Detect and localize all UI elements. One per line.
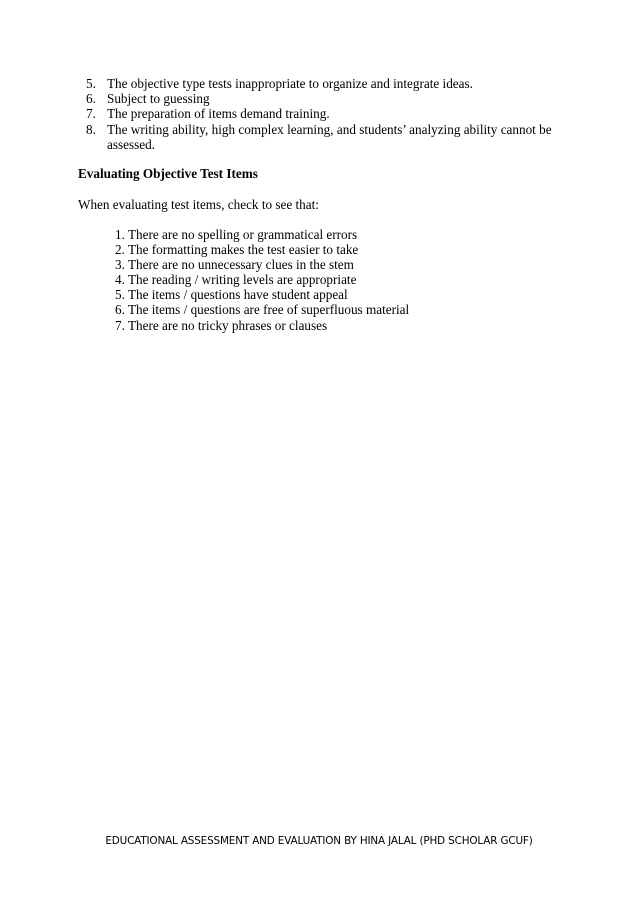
list-item-number: 6. [86,91,96,107]
section-intro: When evaluating test items, check to see that: [78,197,319,212]
checklist-item: 5. The items / questions have student appeal [115,287,348,303]
list-item-number: 7. [86,106,96,122]
checklist-item: 3. There are no unnecessary clues in the stem [115,257,354,273]
checklist-item: 6. The items / questions are free of superfluous material [115,302,410,318]
checklist-item: 1. There are no spelling or grammatical errors [115,227,358,242]
list-item-text: Subject to guessing [107,91,210,107]
list-item [78,91,568,106]
list-item [78,106,568,121]
page-footer: EDUCATIONAL ASSESSMENT AND EVALUATION BY HINA JALAL (PHD SCHOLAR GCUF) [105,835,533,847]
checklist-item: 2. The formatting makes the test easier to take [115,242,359,258]
list-item-number: 5. [86,76,96,91]
list-item-text: The objective type tests inappropriate to organize and integrate ideas. [107,76,473,91]
checklist-item: 7. There are no tricky phrases or clauses [115,317,328,333]
list-item [78,122,568,152]
list-item-number: 8. [86,121,96,137]
list-item-text: The preparation of items demand training. [107,106,330,122]
section-heading: Evaluating Objective Test Items [78,166,258,181]
disadvantages-list [78,76,568,152]
list-item [78,76,568,91]
list-item-text: The writing ability, high complex learning, and students’ analyzing ability cannot be assessed. [107,121,552,152]
checklist-item: 4. The reading / writing levels are appropriate [115,272,357,288]
checklist [115,227,409,333]
